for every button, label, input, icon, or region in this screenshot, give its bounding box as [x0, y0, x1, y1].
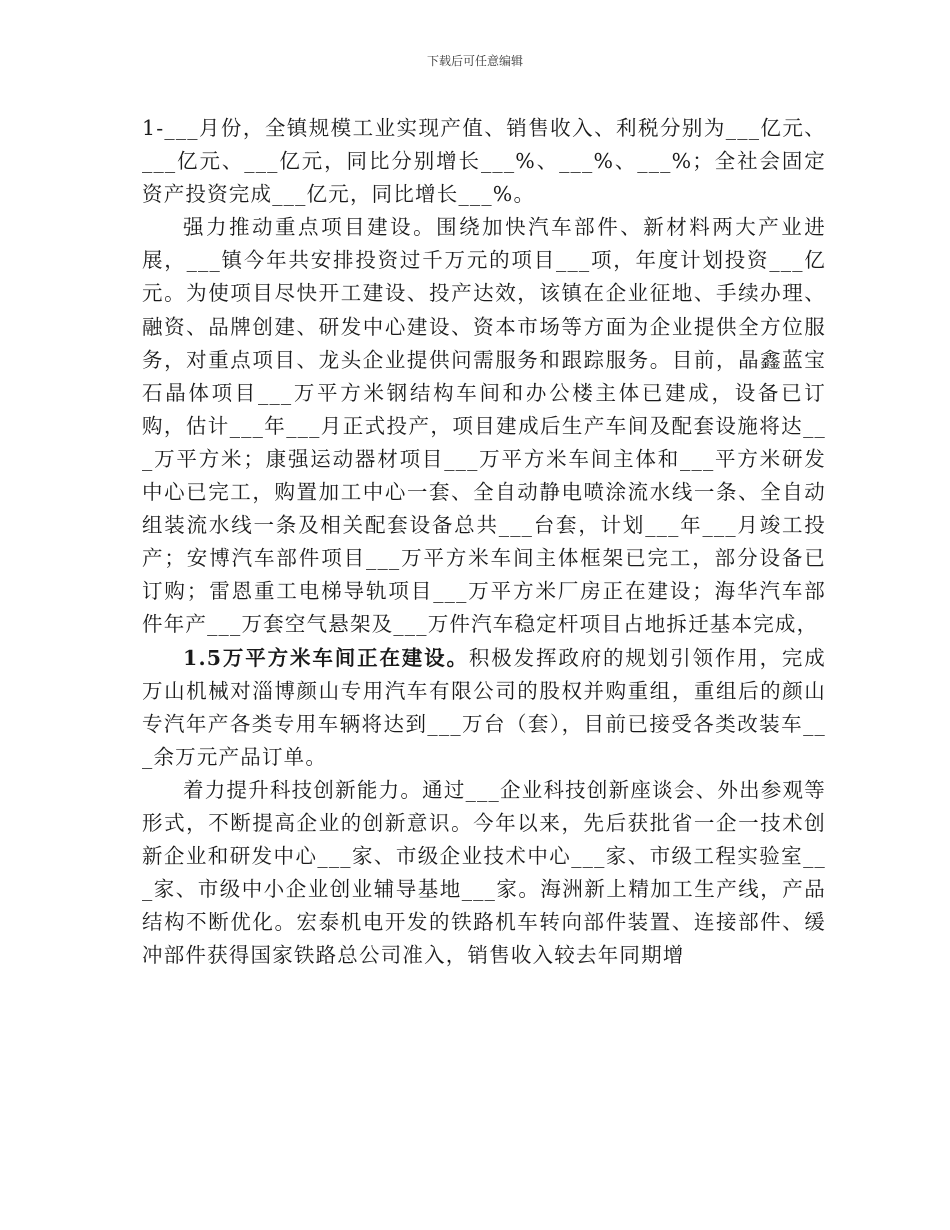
paragraph-1-text: 1-___月份，全镇规模工业实现产值、销售收入、利税分别为___亿元、___亿元、___亿元，同比分别增长___%、___%、___%；全社会固定资产投资完成___亿元，同比增长___%。	[142, 116, 826, 207]
paragraph-3-lead: 1.5万平方米车间正在建设。	[183, 645, 469, 670]
document-body	[142, 112, 826, 972]
paragraph-4-text: 着力提升科技创新能力。通过___企业科技创新座谈会、外出参观等形式，不断提高企业的创新意识。今年以来，先后获批省一企一技术创新企业和研发中心___家、市级企业技术中心___家、市级工程实验室___家、市级中小企业创业辅导基地___家。海洲新上精加工生产线，产品结构不断优化。宏泰机电开发的铁路机车转向部件装置、连接部件、缓冲部件获得国家铁路总公司准入，销售收入较去年同期增	[142, 777, 826, 968]
paragraph-4	[142, 774, 826, 973]
paragraph-2-text: 强力推动重点项目建设。围绕加快汽车部件、新材料两大产业进展，___镇今年共安排投资过千万元的项目___项，年度计划投资___亿元。为使项目尽快开工建设、投产达效，该镇在企业征地、手续办理、融资、品牌创建、研发中心建设、资本市场等方面为企业提供全方位服务，对重点项目、龙头企业提供问需服务和跟踪服务。目前，晶鑫蓝宝石晶体项目___万平方米钢结构车间和办公楼主体已建成，设备已订购，估计___年___月正式投产，项目建成后生产车间及配套设施将达___万平方米；康强运动器材项目___万平方米车间主体和___平方米研发中心已完工，购置加工中心一套、全自动静电喷涂流水线一条、全自动组装流水线一条及相关配套设备总共___台套，计划___年___月竣工投产；安博汽车部件项目___万平方米车间主体框架已完工，部分设备已订购；雷恩重工电梯导轨项目___万平方米厂房正在建设；海华汽车部件年产___万套空气悬架及___万件汽车稳定杆项目占地拆迁基本完成，	[142, 215, 826, 637]
paragraph-1	[142, 112, 826, 211]
paragraph-2	[142, 211, 826, 641]
paragraph-3-text: 积极发挥政府的规划引领作用，完成万山机械对淄博颜山专用汽车有限公司的股权并购重组，重组后的颜山专汽年产各类专用车辆将达到___万台（套），目前已接受各类改装车___余万元产品订单。	[142, 645, 826, 769]
paragraph-3	[142, 642, 826, 774]
page-header: 下载后可任意编辑	[426, 54, 523, 68]
